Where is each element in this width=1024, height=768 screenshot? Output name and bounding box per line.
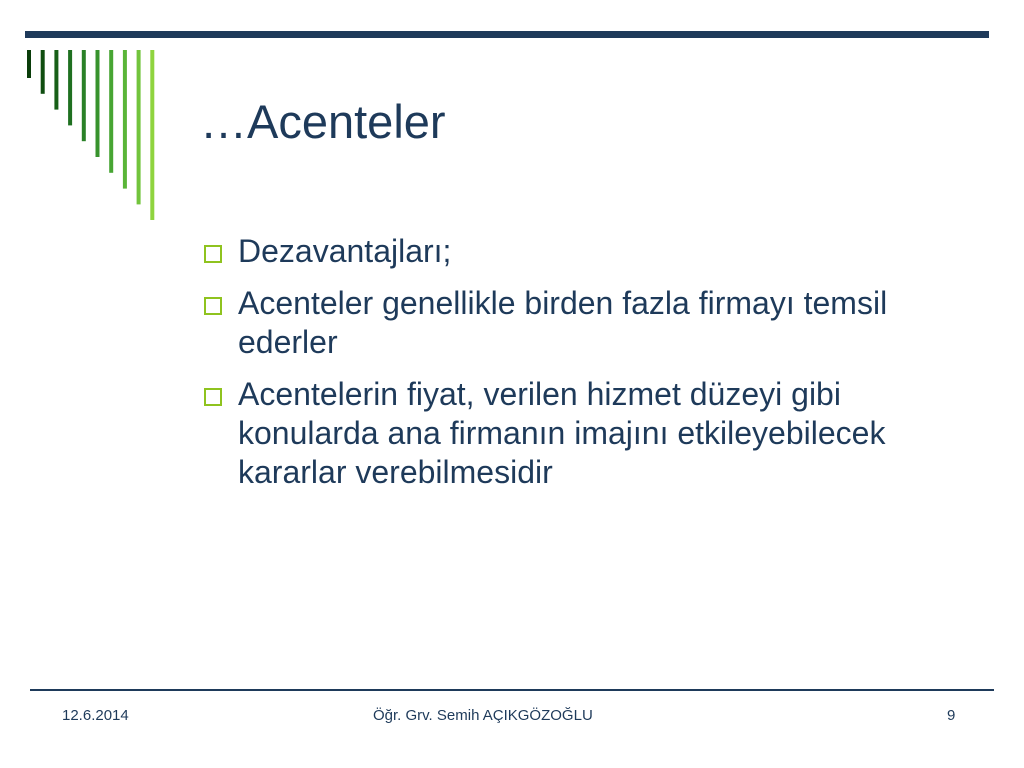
hollow-square-icon (204, 245, 222, 263)
footer-page-number: 9 (947, 707, 956, 724)
decorative-bar (96, 50, 100, 157)
footer-date: 12.6.2014 (62, 707, 129, 724)
bullet-text: Dezavantajları; (238, 233, 452, 269)
decorative-bar (150, 50, 154, 220)
bullet-item (202, 375, 962, 492)
decorative-bar (54, 50, 58, 110)
decorative-bar (123, 50, 127, 189)
hollow-square-icon (204, 297, 222, 315)
bullet-item (202, 284, 962, 362)
hollow-square-icon (204, 388, 222, 406)
decorative-bar (109, 50, 113, 173)
bottom-divider-line (30, 689, 994, 691)
decorative-bars (0, 0, 200, 220)
bullet-text: Acentelerin fiyat, verilen hizmet düzeyi gibi konularda ana firmanın imajını etkileyebilecek kararlar verebilmesidir (238, 376, 886, 490)
slide-title: …Acenteler (200, 95, 446, 148)
decorative-bar (82, 50, 86, 141)
decorative-bar (68, 50, 72, 125)
decorative-bar (41, 50, 45, 94)
footer-author: Öğr. Grv. Semih AÇIKGÖZOĞLU (373, 707, 593, 724)
bullet-text: Acenteler genellikle birden fazla firmayı temsil ederler (238, 285, 888, 360)
bullet-item (202, 232, 962, 271)
bullet-list (202, 232, 962, 505)
decorative-bar (137, 50, 141, 204)
decorative-bar (27, 50, 31, 78)
